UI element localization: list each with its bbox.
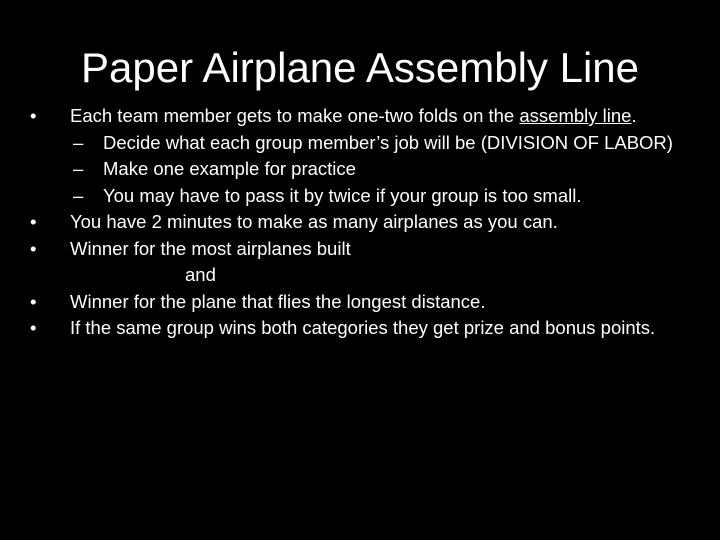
bullet-item-most-airplanes (30, 238, 690, 260)
bullet-item-assembly-line (30, 105, 690, 127)
bullet-item-longest-distance (30, 291, 690, 313)
bullet-marker: • (30, 290, 37, 312)
sub-item-text: Decide what each group member’s job will be (DIVISION OF LABOR) (103, 131, 673, 153)
sub-item-pass-twice (30, 185, 690, 207)
assembly-line-link[interactable]: assembly line (519, 105, 632, 126)
connector-text: and (185, 264, 216, 285)
dash-marker: – (73, 131, 84, 153)
bullet-text-end: . (631, 105, 637, 126)
dash-marker: – (73, 158, 84, 179)
bullet-text: Each team member gets to make one-two folds on the (70, 105, 520, 126)
bullet-marker: • (30, 237, 37, 259)
sub-item-practice (30, 158, 690, 180)
bullet-text: Winner for the plane that flies the longest distance. (70, 290, 486, 312)
bullet-text: If the same group wins both categories they get prize and bonus points. (70, 317, 656, 338)
dash-marker: – (73, 184, 84, 206)
bullet-item-bonus-points (30, 317, 690, 339)
connector-and (30, 264, 690, 286)
sub-item-text: You may have to pass it by twice if your group is too small. (103, 184, 582, 206)
bullet-text: You have 2 minutes to make as many airplanes as you can. (70, 211, 558, 232)
bullet-marker: • (30, 317, 37, 338)
bullet-item-time-limit (30, 211, 690, 233)
sub-item-division-of-labor (30, 132, 690, 154)
bullet-marker: • (30, 211, 37, 232)
sub-item-text: Make one example for practice (103, 158, 356, 179)
bullet-text: Winner for the most airplanes built (70, 237, 351, 259)
slide-title: Paper Airplane Assembly Line (81, 44, 639, 91)
bullet-list (30, 105, 690, 344)
bullet-marker: • (30, 105, 37, 126)
